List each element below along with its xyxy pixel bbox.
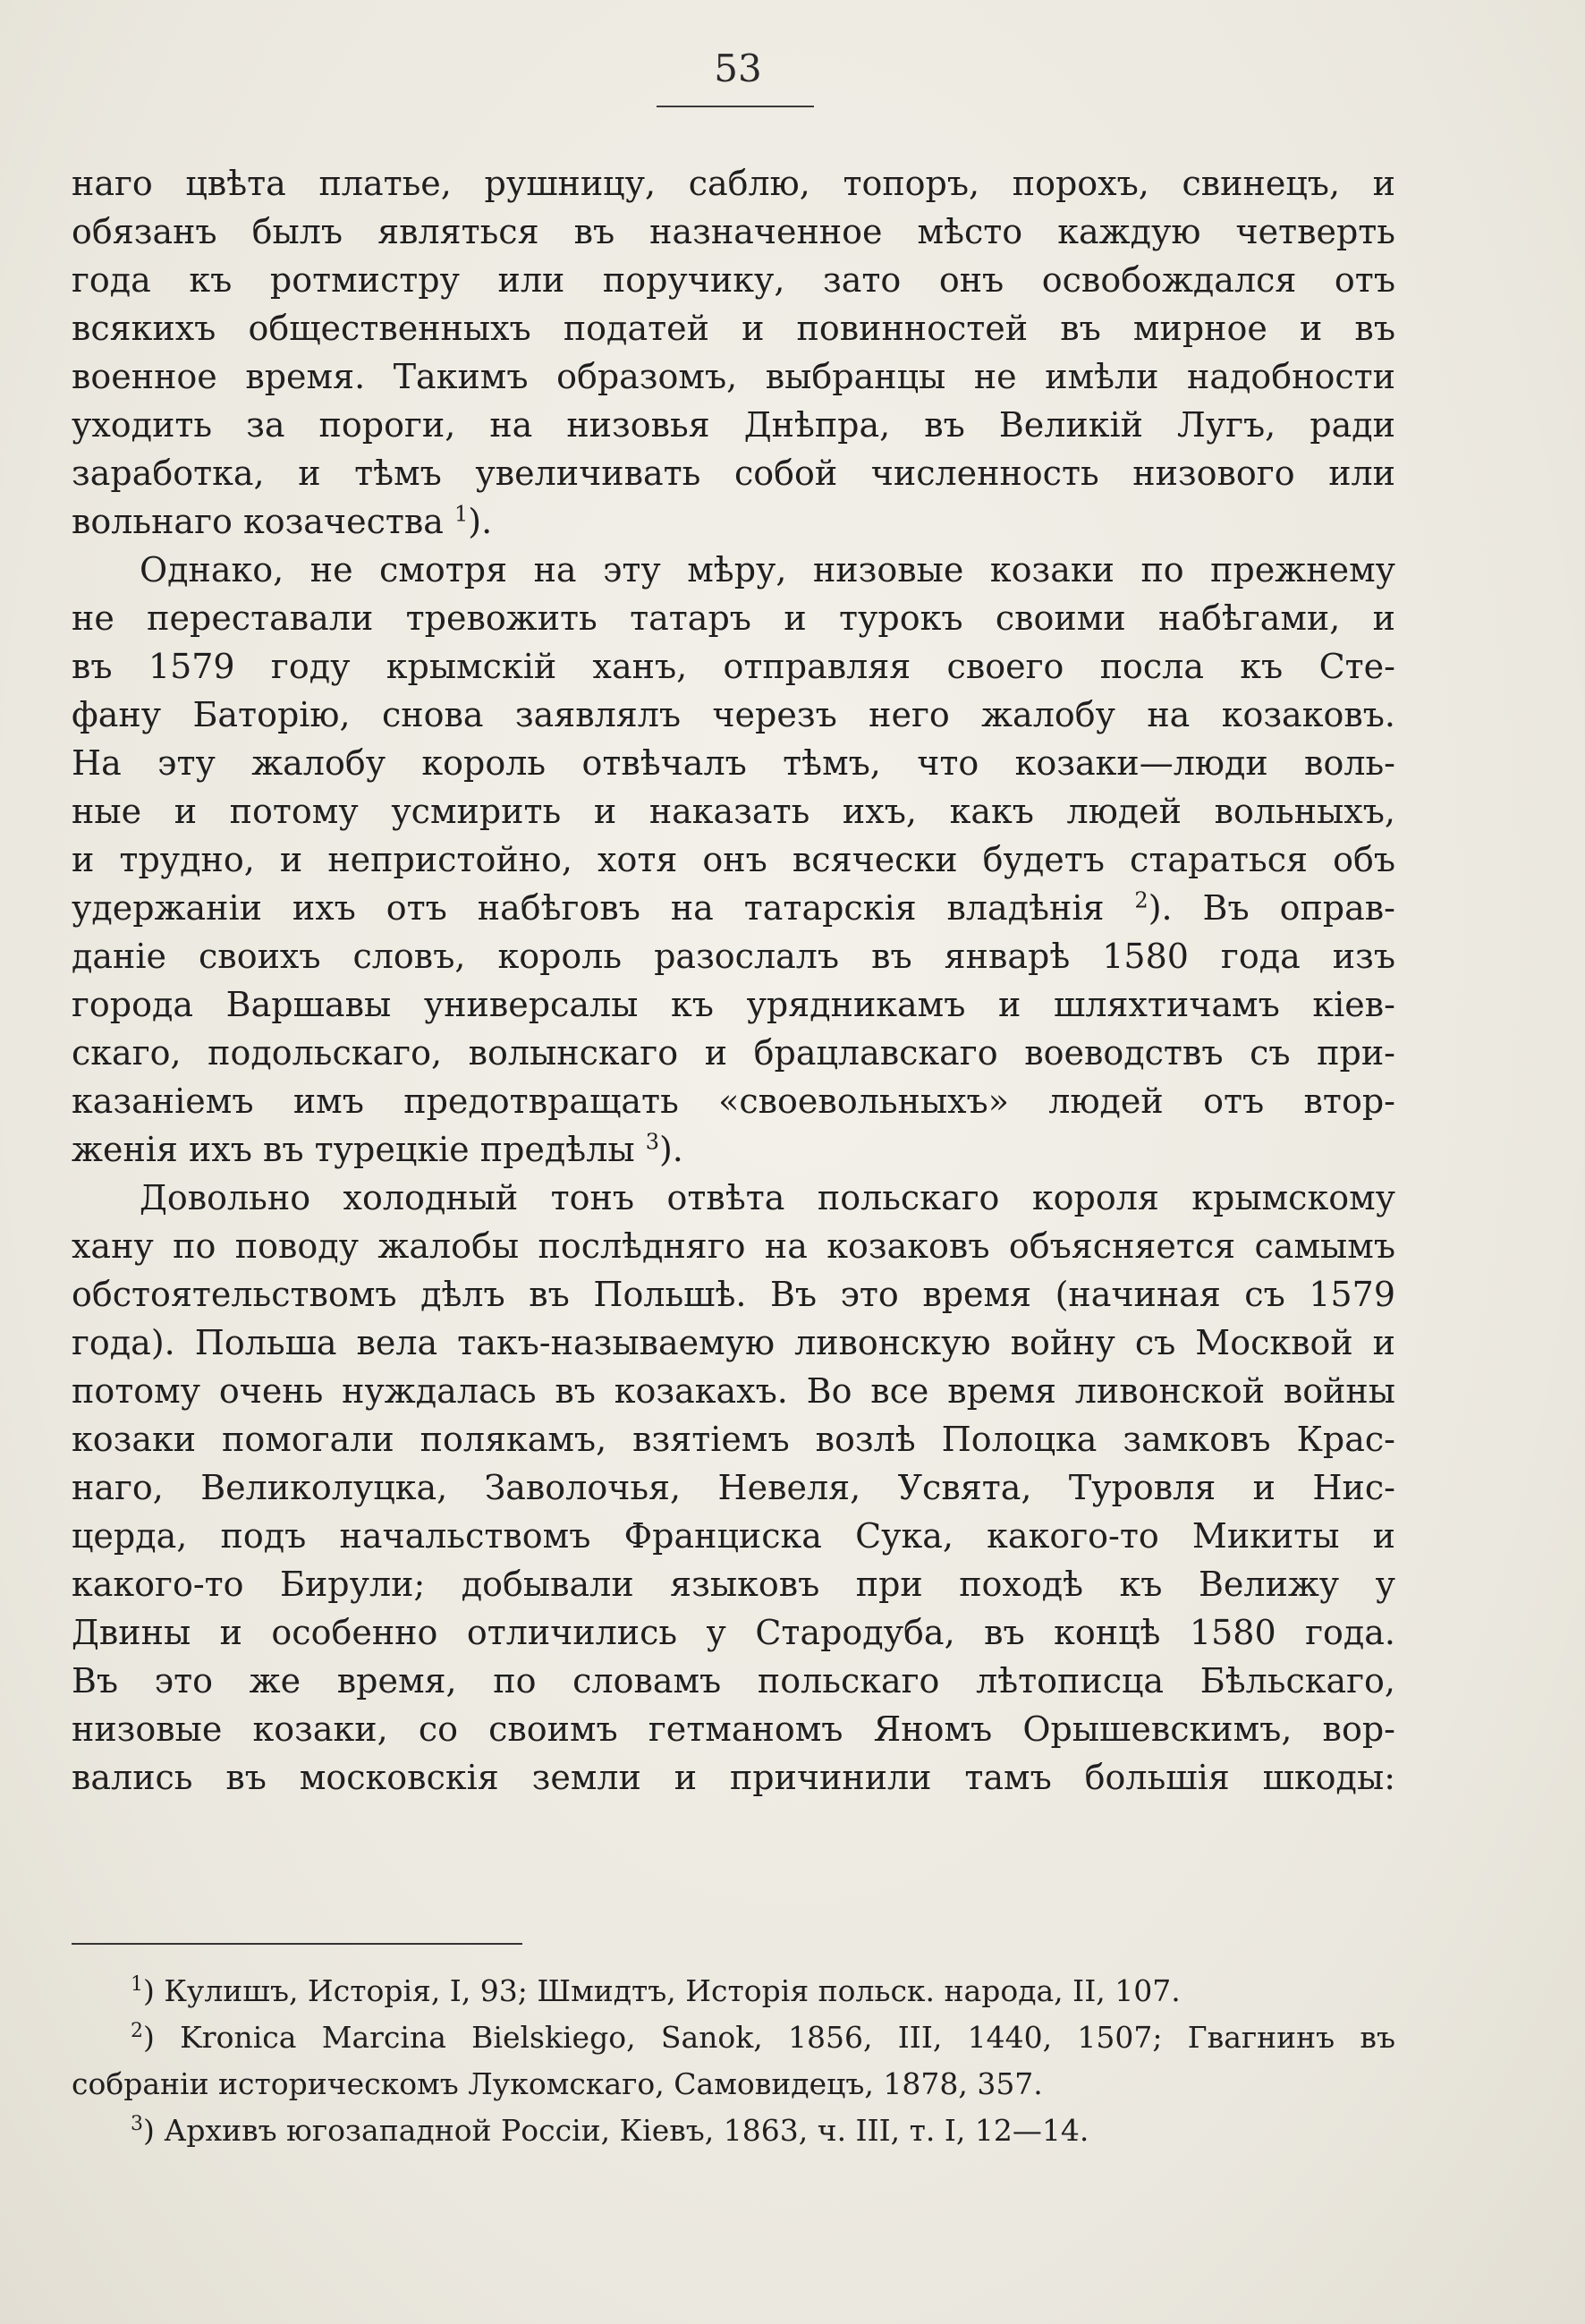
- text-line: военное время. Такимъ образомъ, выбранцы не имѣли надобности: [72, 357, 1395, 396]
- text-line: города Варшавы универсалы къ урядникамъ и шляхтичамъ кіев-: [72, 985, 1395, 1024]
- footnote-1: [72, 1968, 1395, 2014]
- footnote-2: [72, 2014, 1395, 2061]
- text-line: уходить за пороги, на низовья Днѣпра, въ Великій Лугъ, ради: [72, 405, 1395, 445]
- text-line: потому очень нуждалась въ козакахъ. Во все время ливонской войны: [72, 1371, 1395, 1411]
- text-fragment: ).: [468, 502, 493, 541]
- footnote-ref-2: 2: [1134, 887, 1148, 913]
- text-line: года). Польша вела такъ-называемую ливонскую войну съ Москвой и: [72, 1323, 1395, 1362]
- text-line: [72, 1125, 1395, 1174]
- text-line: Въ это же время, по словамъ польскаго лѣтописца Бѣльскаго,: [72, 1661, 1395, 1701]
- text-line: даніе своихъ словъ, король разослалъ въ январѣ 1580 года изъ: [72, 937, 1395, 976]
- footnote-text: ) Kronica Marcina Bielskiego, Sanok, 1856, III, 1440, 1507; Гвагнинъ въ: [143, 2020, 1395, 2055]
- text-line: [72, 497, 1395, 546]
- text-line: На эту жалобу король отвѣчалъ тѣмъ, что козаки—люди воль-: [72, 743, 1395, 783]
- text-line: заработка, и тѣмъ увеличивать собой численность низового или: [72, 454, 1395, 493]
- body-text: [72, 159, 1395, 1802]
- text-line: казаніемъ имъ предотвращать «своевольныхъ» людей отъ втор-: [72, 1081, 1395, 1121]
- text-line: не переставали тревожить татаръ и турокъ своими набѣгами, и: [72, 598, 1395, 638]
- text-line: наго цвѣта платье, рушницу, саблю, топоръ, порохъ, свинецъ, и: [72, 164, 1395, 203]
- text-line: Довольно холодный тонъ отвѣта польскаго короля крымскому: [140, 1178, 1395, 1217]
- text-line: церда, подъ начальствомъ Франциска Сука, какого-то Микиты и: [72, 1516, 1395, 1556]
- footnote-text: ) Кулишъ, Исторія, I, 93; Шмидтъ, Исторія польск. народа, II, 107.: [143, 1973, 1181, 2008]
- text-line: ные и потому усмирить и наказать ихъ, какъ людей вольныхъ,: [72, 792, 1395, 831]
- text-line: какого-то Бирули; добывали языковъ при походѣ къ Велижу у: [72, 1565, 1395, 1604]
- text-fragment: женія ихъ въ турецкіе предѣлы: [72, 1130, 635, 1169]
- text-line: обстоятельствомъ дѣлъ въ Польшѣ. Въ это время (начиная съ 1579: [72, 1275, 1395, 1314]
- text-line: въ 1579 году крымскій ханъ, отправляя своего посла къ Сте-: [72, 647, 1395, 686]
- text-line: хану по поводу жалобы послѣдняго на козаковъ объясняется самымъ: [72, 1226, 1395, 1266]
- text-line: всякихъ общественныхъ податей и повинностей въ мирное и въ: [72, 309, 1395, 348]
- page-number: 53: [714, 47, 762, 90]
- text-fragment: ). Въ оправ-: [1148, 888, 1395, 928]
- footnote-mark: 3: [131, 2113, 143, 2135]
- text-line: года къ ротмистру или поручику, зато онъ освобождался отъ: [72, 260, 1395, 300]
- text-line: Двины и особенно отличились у Стародуба, въ концѣ 1580 года.: [72, 1613, 1395, 1652]
- footnote-text: ) Архивъ югозападной Россіи, Кіевъ, 1863, ч. III, т. I, 12—14.: [143, 2113, 1089, 2148]
- footnote-mark: 2: [131, 2020, 143, 2042]
- footnotes: [72, 1968, 1395, 2154]
- text-line: и трудно, и непристойно, хотя онъ всячески будетъ стараться объ: [72, 840, 1395, 879]
- text-line: [72, 884, 1395, 932]
- text-line: обязанъ былъ являться въ назначенное мѣсто каждую четверть: [72, 212, 1395, 251]
- text-line: низовые козаки, со своимъ гетманомъ Яномъ Орышевскимъ, вор-: [72, 1709, 1395, 1749]
- text-line: Однако, не смотря на эту мѣру, низовые козаки по прежнему: [140, 550, 1395, 589]
- text-line: вались въ московскія земли и причинили тамъ большія шкоды:: [72, 1758, 1395, 1797]
- footnote-3: [72, 2108, 1395, 2154]
- text-line: козаки помогали полякамъ, взятіемъ возлѣ Полоцка замковъ Крас-: [72, 1420, 1395, 1459]
- text-fragment: вольнаго козачества: [72, 502, 444, 541]
- footnote-rule: [72, 1943, 522, 1945]
- page-number-rule: [657, 106, 814, 107]
- text-line: наго, Великолуцка, Заволочья, Невеля, Усвята, Туровля и Нис-: [72, 1468, 1395, 1507]
- footnote-mark: 1: [131, 1973, 143, 1996]
- footnote-ref-3: 3: [645, 1129, 659, 1155]
- text-line: скаго, подольскаго, волынскаго и брацлавскаго воеводствъ съ при-: [72, 1033, 1395, 1073]
- footnote-ref-1: 1: [454, 501, 469, 527]
- footnote-2-continuation: собраніи историческомъ Лукомскаго, Самовидецъ, 1878, 357.: [72, 2066, 1043, 2101]
- text-fragment: удержаніи ихъ отъ набѣговъ на татарскія владѣнія: [72, 888, 1105, 928]
- text-fragment: ).: [658, 1130, 683, 1169]
- text-line: фану Баторію, снова заявлялъ черезъ него жалобу на козаковъ.: [72, 695, 1395, 734]
